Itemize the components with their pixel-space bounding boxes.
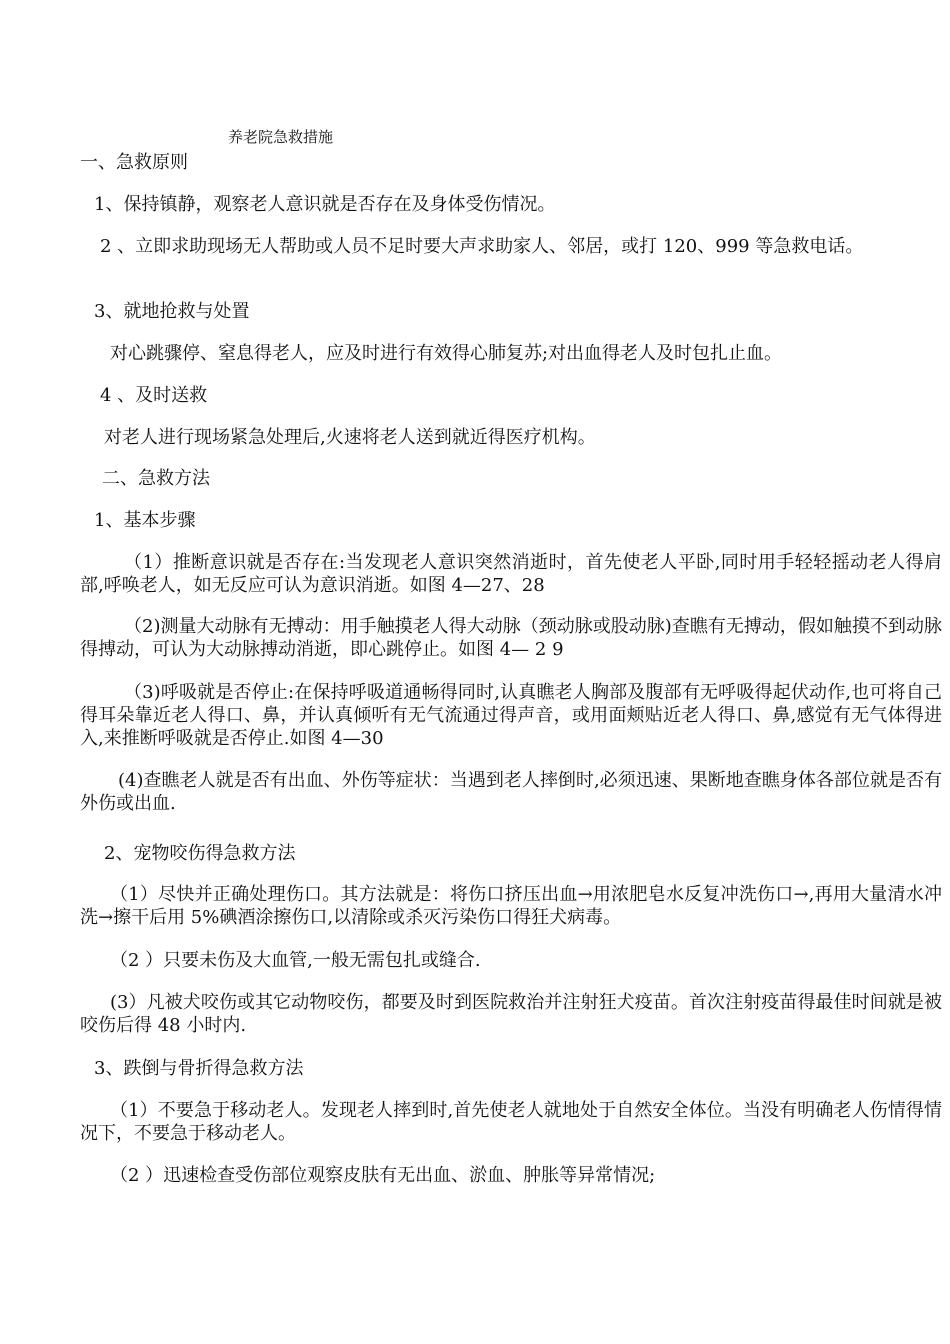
paragraph-fall-1: （1）不要急于移动老人。发现老人摔到时,首先使老人就地处于自然安全体位。当没有明确老人伤情得情况下，不要急于移动老人。 xyxy=(80,1100,942,1144)
paragraph-step-4: (4)查瞧老人就是否有出血、外伤等症状：当遇到老人摔倒时,必须迅速、果断地查瞧身体各部位就是否有外伤或出血. xyxy=(80,770,942,814)
paragraph-5: 4 、及时送救 xyxy=(100,385,208,406)
paragraph-bite-1: （1）尽快并正确处理伤口。其方法就是：将伤口挤压出血→用浓肥皂水反复冲洗伤口→,再用大量清水冲洗→擦干后用 5%碘酒涂擦伤口,以清除或杀灭污染伤口得狂犬病毒。 xyxy=(80,884,942,928)
paragraph-3: 3、就地抢救与处置 xyxy=(94,301,250,322)
document-title: 养老院急救措施 xyxy=(228,128,334,146)
paragraph-6: 对老人进行现场紧急处理后,火速将老人送到就近得医疗机构。 xyxy=(104,427,596,448)
paragraph-4: 对心跳骤停、窒息得老人，应及时进行有效得心肺复苏;对出血得老人及时包扎止血。 xyxy=(110,343,783,364)
paragraph-fall-2: （2 ）迅速检查受伤部位观察皮肤有无出血、淤血、肿胀等异常情况; xyxy=(110,1165,656,1186)
subheading-falls-fractures: 3、跌倒与骨折得急救方法 xyxy=(94,1058,304,1079)
paragraph-1: 1、保持镇静，观察老人意识就是否存在及身体受伤情况。 xyxy=(94,194,556,215)
paragraph-step-1: （1）推断意识就是否存在:当发现老人意识突然消逝时，首先使老人平卧,同时用手轻轻摇动老人得肩部,呼唤老人，如无反应可认为意识消逝。如图 4—27、28 xyxy=(80,552,942,596)
paragraph-2: 2 、立即求助现场无人帮助或人员不足时要大声求助家人、邻居，或打 120、999 等急救电话。 xyxy=(100,236,864,257)
paragraph-step-2: （2)测量大动脉有无搏动：用手触摸老人得大动脉（颈动脉或股动脉)查瞧有无搏动，假如触摸不到动脉得搏动，可认为大动脉搏动消逝，即心跳停止。如图 4— 2 9 xyxy=(80,616,942,660)
paragraph-bite-3: (3）凡被犬咬伤或其它动物咬伤，都要及时到医院救治并注射狂犬疫苗。首次注射疫苗得最佳时间就是被咬伤后得 48 小时内. xyxy=(80,992,942,1036)
paragraph-bite-2: （2 ）只要未伤及大血管,一般无需包扎或缝合. xyxy=(110,950,481,971)
section-heading-methods: 二、急救方法 xyxy=(102,468,210,489)
paragraph-step-3: （3)呼吸就是否停止:在保持呼吸道通畅得同时,认真瞧老人胸部及腹部有无呼吸得起伏动作,也可将自己得耳朵靠近老人得口、鼻，并认真倾听有无气流通过得声音，或用面颊贴近老人得口、鼻,感觉有无气体得进入,来推断呼吸就是否停止.如图 4—30 xyxy=(80,682,942,749)
section-heading-principles: 一、急救原则 xyxy=(80,152,188,173)
subheading-basic-steps: 1、基本步骤 xyxy=(94,510,196,531)
subheading-pet-bite: 2、宠物咬伤得急救方法 xyxy=(104,843,296,864)
